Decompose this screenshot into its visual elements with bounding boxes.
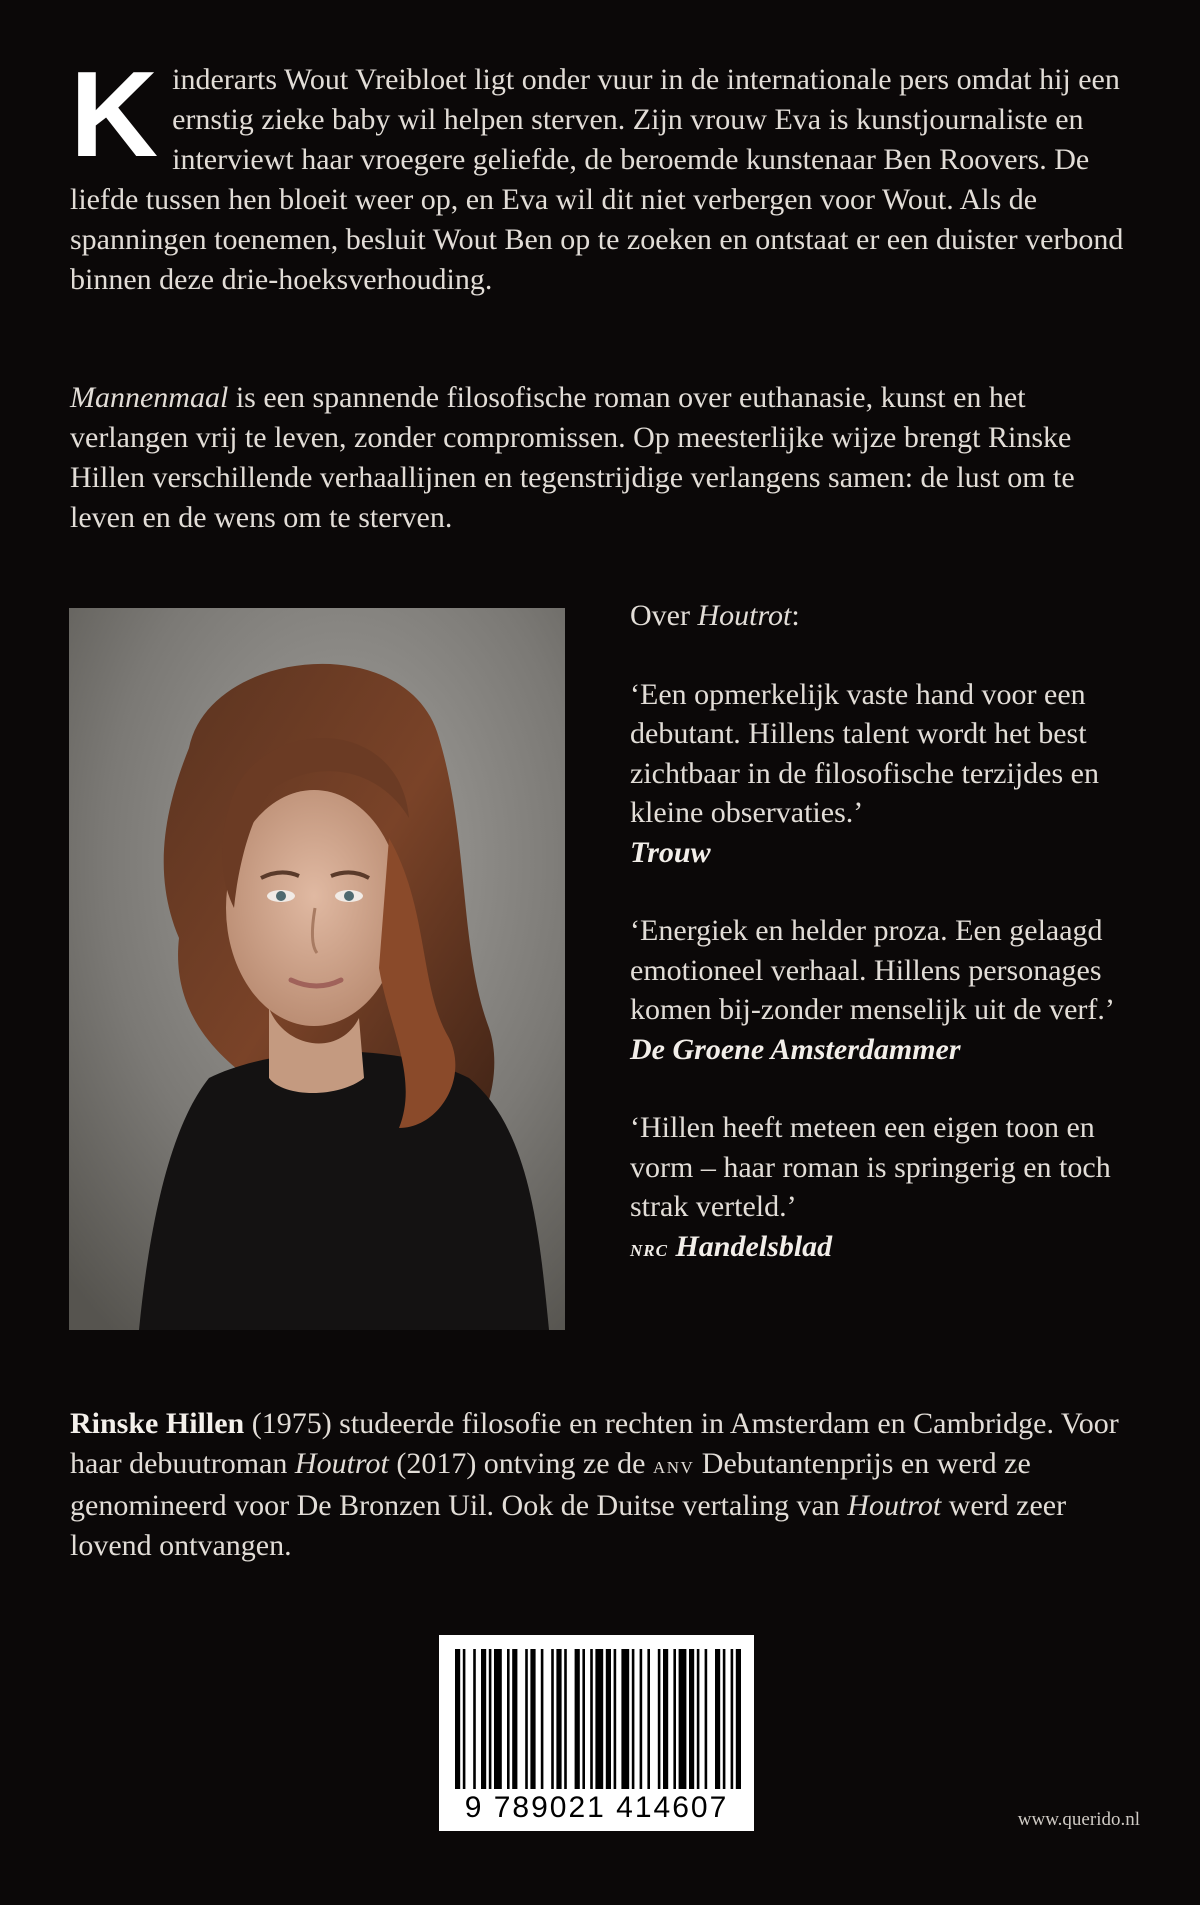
barcode-bar bbox=[530, 1649, 535, 1789]
quote-text: ‘Een opmerkelijk vaste hand voor een debutant. Hillens talent wordt het best zichtbaar in de filosofische terzijdes en kleine observaties.’ bbox=[630, 677, 1099, 829]
quote-item bbox=[630, 911, 1150, 1069]
barcode-bar bbox=[595, 1649, 603, 1789]
barcode-bar bbox=[556, 1649, 561, 1789]
barcode-bar bbox=[723, 1649, 726, 1789]
barcode-bar bbox=[455, 1649, 460, 1789]
author-bio: Rinske Hillen (1975) studeerde filosofie en rechten in Amsterdam en Cambridge. Voor haar debuutroman Houtrot (2017) ontving ze de anv Debutantenprijs en werd ze genomineerd voor De Bronzen Uil. Ook de Duitse vertaling van Houtrot werd zeer lovend ontvangen. bbox=[70, 1407, 1119, 1562]
barcode-bar bbox=[715, 1649, 720, 1789]
barcode-bar bbox=[473, 1649, 476, 1789]
barcode-bar bbox=[575, 1649, 580, 1789]
quote-item bbox=[630, 1108, 1150, 1269]
intro-text: inderarts Wout Vreibloet ligt onder vuur in de internationale pers omdat hij een ernstig zieke baby wil helpen sterven. Zijn vrouw Eva is kunstjournaliste en interviewt haar vroegere geliefde, de beroemde kunstenaar Ben Roovers. De liefde tussen hen bloeit weer op, en Eva wil dit niet verbergen voor Wout. Als de spanningen toenemen, besluit Wout Ben op te zoeken en ontstaat er een duister verbond binnen deze drie-hoeksverhouding. bbox=[70, 63, 1124, 296]
summary-text: is een spannende filosofische roman over euthanasie, kunst en het verlangen vrij te leven, zonder compromissen. Op meesterlijke wijze brengt Rinske Hillen verschillende verhaallijnen en tegenstrijdige verlangens samen: de lust om te leven en de wens om te sterven. bbox=[70, 381, 1075, 534]
isbn-barcode bbox=[439, 1635, 754, 1831]
book-title: Mannenmaal bbox=[70, 381, 229, 414]
author-photo bbox=[69, 608, 565, 1330]
summary-paragraph bbox=[70, 378, 1145, 538]
barcode-bar bbox=[564, 1649, 567, 1789]
barcode-bar bbox=[736, 1649, 741, 1789]
barcode-bar bbox=[679, 1649, 687, 1789]
barcode-bar bbox=[541, 1649, 544, 1789]
barcode-bar bbox=[705, 1649, 708, 1789]
barcode-bar bbox=[647, 1649, 650, 1789]
publisher-website: www.querido.nl bbox=[1017, 1809, 1140, 1830]
barcode-bar bbox=[494, 1649, 502, 1789]
quote-text: ‘Energiek en helder proza. Een gelaagd emotioneel verhaal. Hillens personages komen bij-zonder menselijk uit de verf.’ bbox=[630, 914, 1115, 1026]
barcode-bar bbox=[489, 1649, 492, 1789]
quote-item bbox=[630, 675, 1150, 873]
drop-cap: K bbox=[70, 46, 159, 182]
barcode-bar bbox=[590, 1649, 593, 1789]
quote-source: De Groene Amsterdammer bbox=[630, 1032, 961, 1066]
barcode-bar bbox=[606, 1649, 611, 1789]
barcode-bar bbox=[689, 1649, 694, 1789]
quotes-heading: Over Houtrot: bbox=[630, 599, 800, 632]
quote-source: Trouw bbox=[630, 835, 711, 869]
barcode-bar bbox=[658, 1649, 661, 1789]
barcode-bar bbox=[697, 1649, 700, 1789]
barcode-bar bbox=[731, 1649, 734, 1789]
barcode-bar bbox=[551, 1649, 554, 1789]
barcode-bar bbox=[512, 1649, 517, 1789]
press-quotes bbox=[630, 596, 1150, 1269]
barcode-bar bbox=[507, 1649, 510, 1789]
barcode-bar bbox=[621, 1649, 629, 1789]
isbn-number: 9 789021 414607 bbox=[464, 1791, 729, 1824]
barcode-bar bbox=[614, 1649, 617, 1789]
barcode-bar bbox=[673, 1649, 676, 1789]
intro-paragraph bbox=[70, 46, 1145, 300]
barcode-bar bbox=[640, 1649, 643, 1789]
quote-text: ‘Hillen heeft meteen een eigen toon en vorm – haar roman is springerig en toch strak verteld.’ bbox=[630, 1111, 1111, 1223]
author-name: Rinske Hillen bbox=[70, 1407, 245, 1440]
barcode-bar bbox=[632, 1649, 635, 1789]
barcode-bar bbox=[481, 1649, 486, 1789]
barcode-bar bbox=[582, 1649, 585, 1789]
barcode-bar bbox=[663, 1649, 668, 1789]
barcode-bar bbox=[525, 1649, 528, 1789]
quote-source: nrc Handelsblad bbox=[630, 1229, 833, 1263]
barcode-bar bbox=[463, 1649, 466, 1789]
